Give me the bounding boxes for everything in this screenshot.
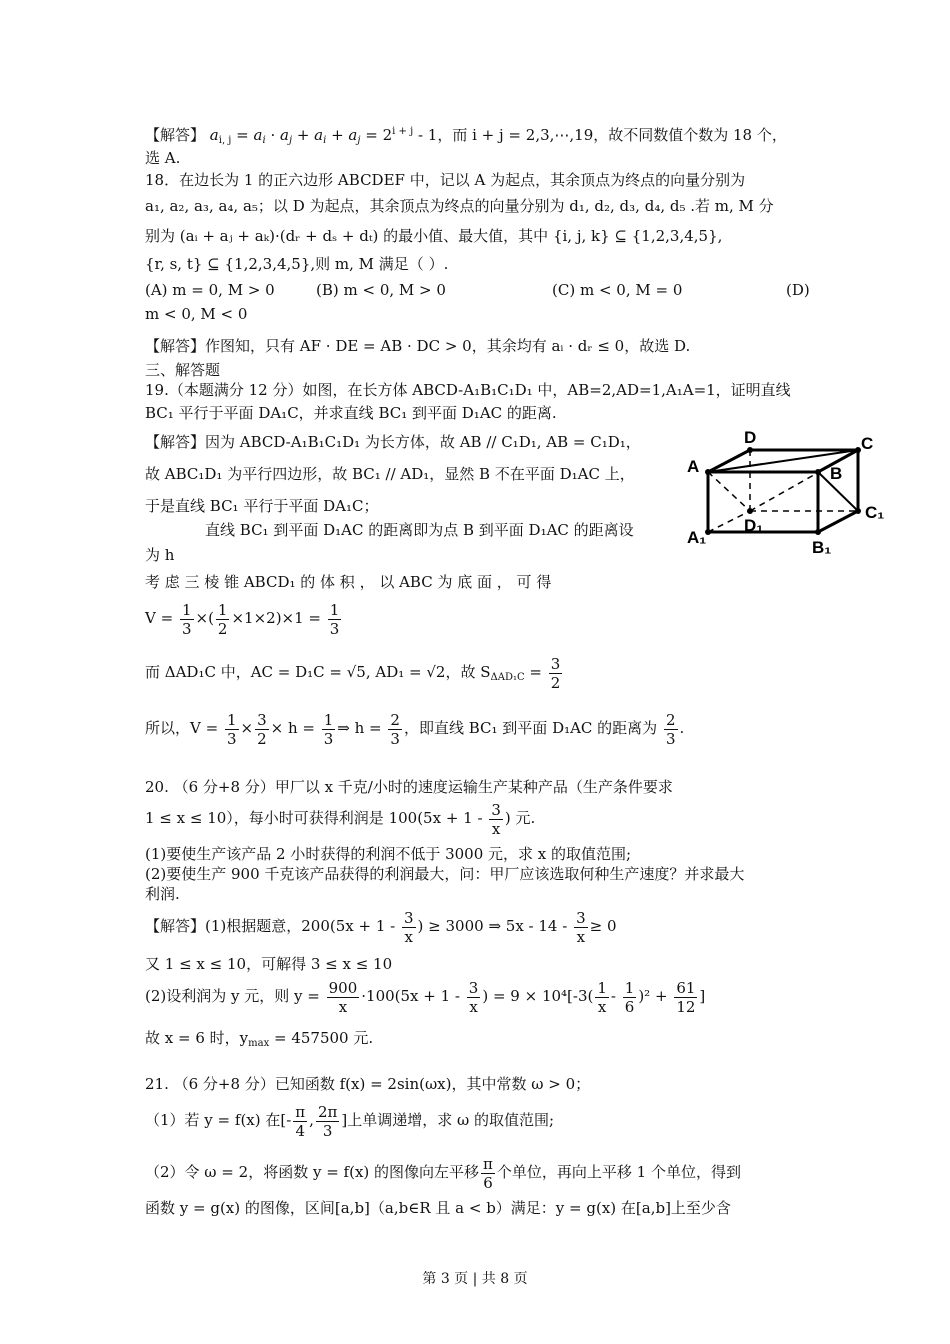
fraction: [316, 1103, 339, 1140]
label-A: A: [687, 457, 700, 476]
vertex-B: [815, 469, 821, 475]
fraction: [255, 711, 269, 748]
q20-solution-4: [145, 1028, 373, 1054]
denominator: x: [491, 819, 501, 838]
numerator: 1: [624, 978, 635, 997]
q18-option-d-label: (D): [786, 281, 810, 299]
fraction: [481, 1155, 495, 1192]
fraction: [623, 979, 637, 1016]
denominator: 4: [295, 1121, 305, 1140]
formula-text: ]上单调递增，求 ω 的取值范围;: [341, 1111, 555, 1129]
q19-answer-1: 【解答】因为 ABCD-A₁B₁C₁D₁ 为长方体，故 AB // C₁D₁, AB = C₁D₁，: [145, 433, 641, 451]
fraction: [180, 601, 194, 638]
label-B: B: [830, 464, 843, 483]
formula-text: ·100(5x + 1 -: [361, 987, 461, 1005]
vertex-D: [747, 447, 753, 453]
numerator: 1: [217, 600, 228, 619]
formula-text: -: [610, 987, 616, 1005]
fraction: [664, 711, 678, 748]
fraction: [322, 711, 336, 748]
numerator: 900: [328, 978, 358, 997]
formula-text: 个单位，再向上平移 1 个单位，得到: [496, 1163, 741, 1181]
numerator: 3: [468, 978, 479, 997]
fraction: [549, 655, 563, 692]
formula-text: )² +: [638, 987, 668, 1005]
formula-text: ×(: [195, 609, 214, 627]
q19-answer-5: 为 h: [145, 546, 175, 564]
formula-text: ×: [240, 719, 254, 737]
formula-text: .: [679, 719, 685, 737]
vertex-C1: [855, 508, 861, 514]
formula-text: × h =: [270, 719, 315, 737]
q21-part1: [145, 1100, 554, 1140]
formula-text: ) 元.: [504, 809, 536, 827]
fraction: [402, 909, 416, 946]
formula-text: =: [524, 663, 542, 681]
vertex-D1: [747, 508, 753, 514]
q19-answer-2: 故 ABC₁D₁ 为平行四边形，故 BC₁ // AD₁，显然 B 不在平面 D₁AC 上，: [145, 465, 635, 483]
formula-text: 【解答】(1)根据题意，200(5x + 1 -: [145, 917, 396, 935]
q20-solution-2: 又 1 ≤ x ≤ 10，可解得 3 ≤ x ≤ 10: [145, 955, 393, 973]
fraction: [225, 711, 239, 748]
q19-area-formula: [145, 652, 564, 698]
denominator: x: [597, 997, 607, 1016]
formula-text: ≥ 0: [589, 917, 617, 935]
numerator: π: [483, 1154, 493, 1173]
formula-text: ) = 9 × 10⁴[-3(: [482, 987, 594, 1005]
fraction: [328, 601, 342, 638]
q19-line1: 19.（本题满分 12 分）如图，在长方体 ABCD-A₁B₁C₁D₁ 中，AB=2,AD=1,A₁A=1，证明直线: [145, 381, 791, 399]
numerator: 3: [491, 800, 501, 819]
numerator: 3: [257, 710, 267, 729]
q21-line1: 21. （6 分+8 分）已知函数 f(x) = 2sin(ωx)，其中常数 ω > 0；: [145, 1075, 591, 1093]
q20-solution-3: [145, 976, 705, 1016]
formula-text: ×1×2)×1 =: [231, 609, 321, 627]
numerator: 1: [226, 710, 237, 729]
q21-part2: [145, 1152, 741, 1192]
q19-volume-formula: [145, 598, 343, 638]
denominator: 3: [329, 619, 340, 638]
numerator: 61: [676, 978, 696, 997]
numerator: 2π: [317, 1102, 338, 1121]
formula-text: 故 x = 6 时，y: [145, 1029, 249, 1047]
q17-answer-tail: ，而 i + j = 2,3,⋯,19，故不同数值个数为 18 个，: [437, 126, 787, 144]
q17-answer-label: 【解答】: [145, 126, 206, 144]
fraction: [327, 979, 360, 1016]
formula-text: ) ≥ 3000 ⇒ 5x - 14 -: [417, 917, 568, 935]
formula-text: ，即直线 BC₁ 到平面 D₁AC 的距离为: [403, 719, 658, 737]
q19-conclusion: [145, 708, 684, 748]
formula-text: 1 ≤ x ≤ 10），每小时可获得利润是 100(5x + 1 -: [145, 809, 483, 827]
q18-answer: 【解答】作图知，只有 AF · DE = AB · DC > 0，其余均有 aᵢ · dᵣ ≤ 0，故选 D.: [145, 337, 691, 355]
q18-line4: {r, s, t} ⊆ {1,2,3,4,5},则 m, M 满足（ ）.: [145, 255, 449, 273]
q18-line3: 别为 (aᵢ + aⱼ + aₖ)·(dᵣ + dₛ + dₜ) 的最小值、最大值，其中 {i, j, k} ⊆ {1,2,3,4,5},: [145, 227, 723, 245]
fraction: [216, 601, 230, 638]
numerator: π: [295, 1102, 306, 1121]
formula-subscript: max: [248, 1038, 270, 1049]
edge-B1C1: [818, 511, 858, 532]
q18-line1: 18．在边长为 1 的正六边形 ABCDEF 中，记以 A 为起点，其余顶点为终点的向量分别为: [145, 171, 746, 189]
q20-solution-1: [145, 906, 617, 946]
q19-answer-6: 考 虑 三 棱 锥 ABCD₁ 的 体 积 ， 以 ABC 为 底 面 ， 可 得: [145, 573, 552, 591]
q19-line2: BC₁ 平行于平面 DA₁C，并求直线 BC₁ 到平面 D₁AC 的距离.: [145, 404, 557, 422]
label-B1: B₁: [812, 538, 832, 557]
q17-answer-line1: 【解答】 $a_{i, j} = a_i \cdot a_j + a_i + a_j = 2^{i + j} - 1$，而 i + j = 2,3,⋯,19，故不同数值个数为 18 个，: [145, 126, 787, 146]
numerator: 1: [597, 978, 607, 997]
numerator: 1: [181, 600, 192, 619]
fraction: [467, 979, 481, 1016]
formula-text: ⇒ h =: [337, 719, 382, 737]
denominator: x: [469, 997, 478, 1016]
denominator: 3: [323, 729, 334, 748]
fraction: [595, 979, 609, 1016]
formula-text: ]: [699, 987, 706, 1005]
formula-text: V =: [145, 609, 174, 627]
denominator: x: [338, 997, 348, 1016]
q19-answer-3: 于是直线 BC₁ 平行于平面 DA₁C；: [145, 497, 379, 515]
numerator: 3: [550, 654, 561, 673]
q18-option-c: (C) m < 0, M = 0: [552, 281, 683, 299]
denominator: 3: [181, 619, 192, 638]
vertex-A: [705, 469, 711, 475]
formula-text: 而 ΔAD₁C 中，AC = D₁C = √5, AD₁ = √2，故 S: [145, 663, 491, 681]
denominator: 3: [322, 1121, 333, 1140]
formula-text: 所以，V =: [145, 719, 219, 737]
fraction: [388, 711, 402, 748]
section-title: 三、解答题: [145, 361, 221, 379]
q18-option-b: (B) m < 0, M > 0: [316, 281, 446, 299]
label-C1: C₁: [865, 503, 885, 522]
q20-part1: (1)要使生产该产品 2 小时获得的利润不低于 3000 元，求 x 的取值范围;: [145, 845, 632, 863]
denominator: 2: [217, 619, 228, 638]
vertex-B1: [815, 529, 821, 535]
page-footer: 第 3 页 | 共 8 页: [422, 1271, 528, 1287]
q21-part2-line2: 函数 y = g(x) 的图像，区间[a,b]（a,b∈R 且 a < b）满足：y = g(x) 在[a,b]上至少含: [145, 1199, 731, 1217]
label-C: C: [861, 434, 874, 453]
fraction: [489, 801, 503, 838]
q18-line2: a₁, a₂, a₃, a₄, a₅；以 D 为起点，其余顶点为终点的向量分别为 d₁, d₂, d₃, d₄, d₅ .若 m, M 分: [145, 197, 774, 215]
numerator: 1: [329, 600, 340, 619]
denominator: x: [576, 927, 586, 946]
q18-option-d: m < 0, M < 0: [145, 305, 248, 323]
label-D: D: [744, 428, 757, 447]
denominator: 3: [665, 729, 676, 748]
fraction: [574, 909, 588, 946]
denominator: 3: [226, 729, 237, 748]
formula-subscript: ΔAD₁C: [490, 672, 525, 683]
numerator: 3: [576, 908, 586, 927]
cuboid-figure: [680, 425, 895, 565]
formula-text: （1）若 y = f(x) 在[-: [145, 1111, 292, 1129]
denominator: 12: [676, 997, 696, 1016]
formula-text: ,: [309, 1111, 314, 1129]
formula-text: (2)设利润为 y 元，则 y =: [145, 987, 320, 1005]
fraction: [674, 979, 697, 1016]
numerator: 2: [390, 710, 400, 729]
q20-line2: [145, 798, 535, 838]
formula-text: = 457500 元.: [269, 1029, 374, 1047]
formula-text: （2）令 ω = 2，将函数 y = f(x) 的图像向左平移: [145, 1163, 480, 1181]
label-D1: D₁: [744, 516, 764, 535]
fraction: [293, 1103, 307, 1140]
denominator: 6: [624, 997, 635, 1016]
q20-part2-line2: 利润.: [145, 885, 180, 903]
denominator: 3: [390, 729, 400, 748]
denominator: 2: [550, 673, 561, 692]
denominator: 2: [257, 729, 267, 748]
q18-option-a: (A) m = 0, M > 0: [145, 281, 275, 299]
hidden-diagonal-AD1: [708, 472, 750, 511]
denominator: x: [404, 927, 413, 946]
q17-answer-line2: 选 A.: [145, 149, 181, 167]
numerator: 3: [404, 908, 414, 927]
q19-answer-4: 直线 BC₁ 到平面 D₁AC 的距离即为点 B 到平面 D₁AC 的距离设: [205, 521, 634, 539]
label-A1: A₁: [687, 528, 707, 547]
q20-part2-line1: (2)要使生产 900 千克该产品获得的利润最大，问：甲厂应该选取何种生产速度？并求最大: [145, 865, 745, 883]
numerator: 2: [665, 710, 676, 729]
q20-line1: 20. （6 分+8 分）甲厂以 x 千克/小时的速度运输生产某种产品（生产条件要求: [145, 778, 673, 796]
numerator: 1: [323, 710, 334, 729]
denominator: 6: [483, 1173, 493, 1192]
